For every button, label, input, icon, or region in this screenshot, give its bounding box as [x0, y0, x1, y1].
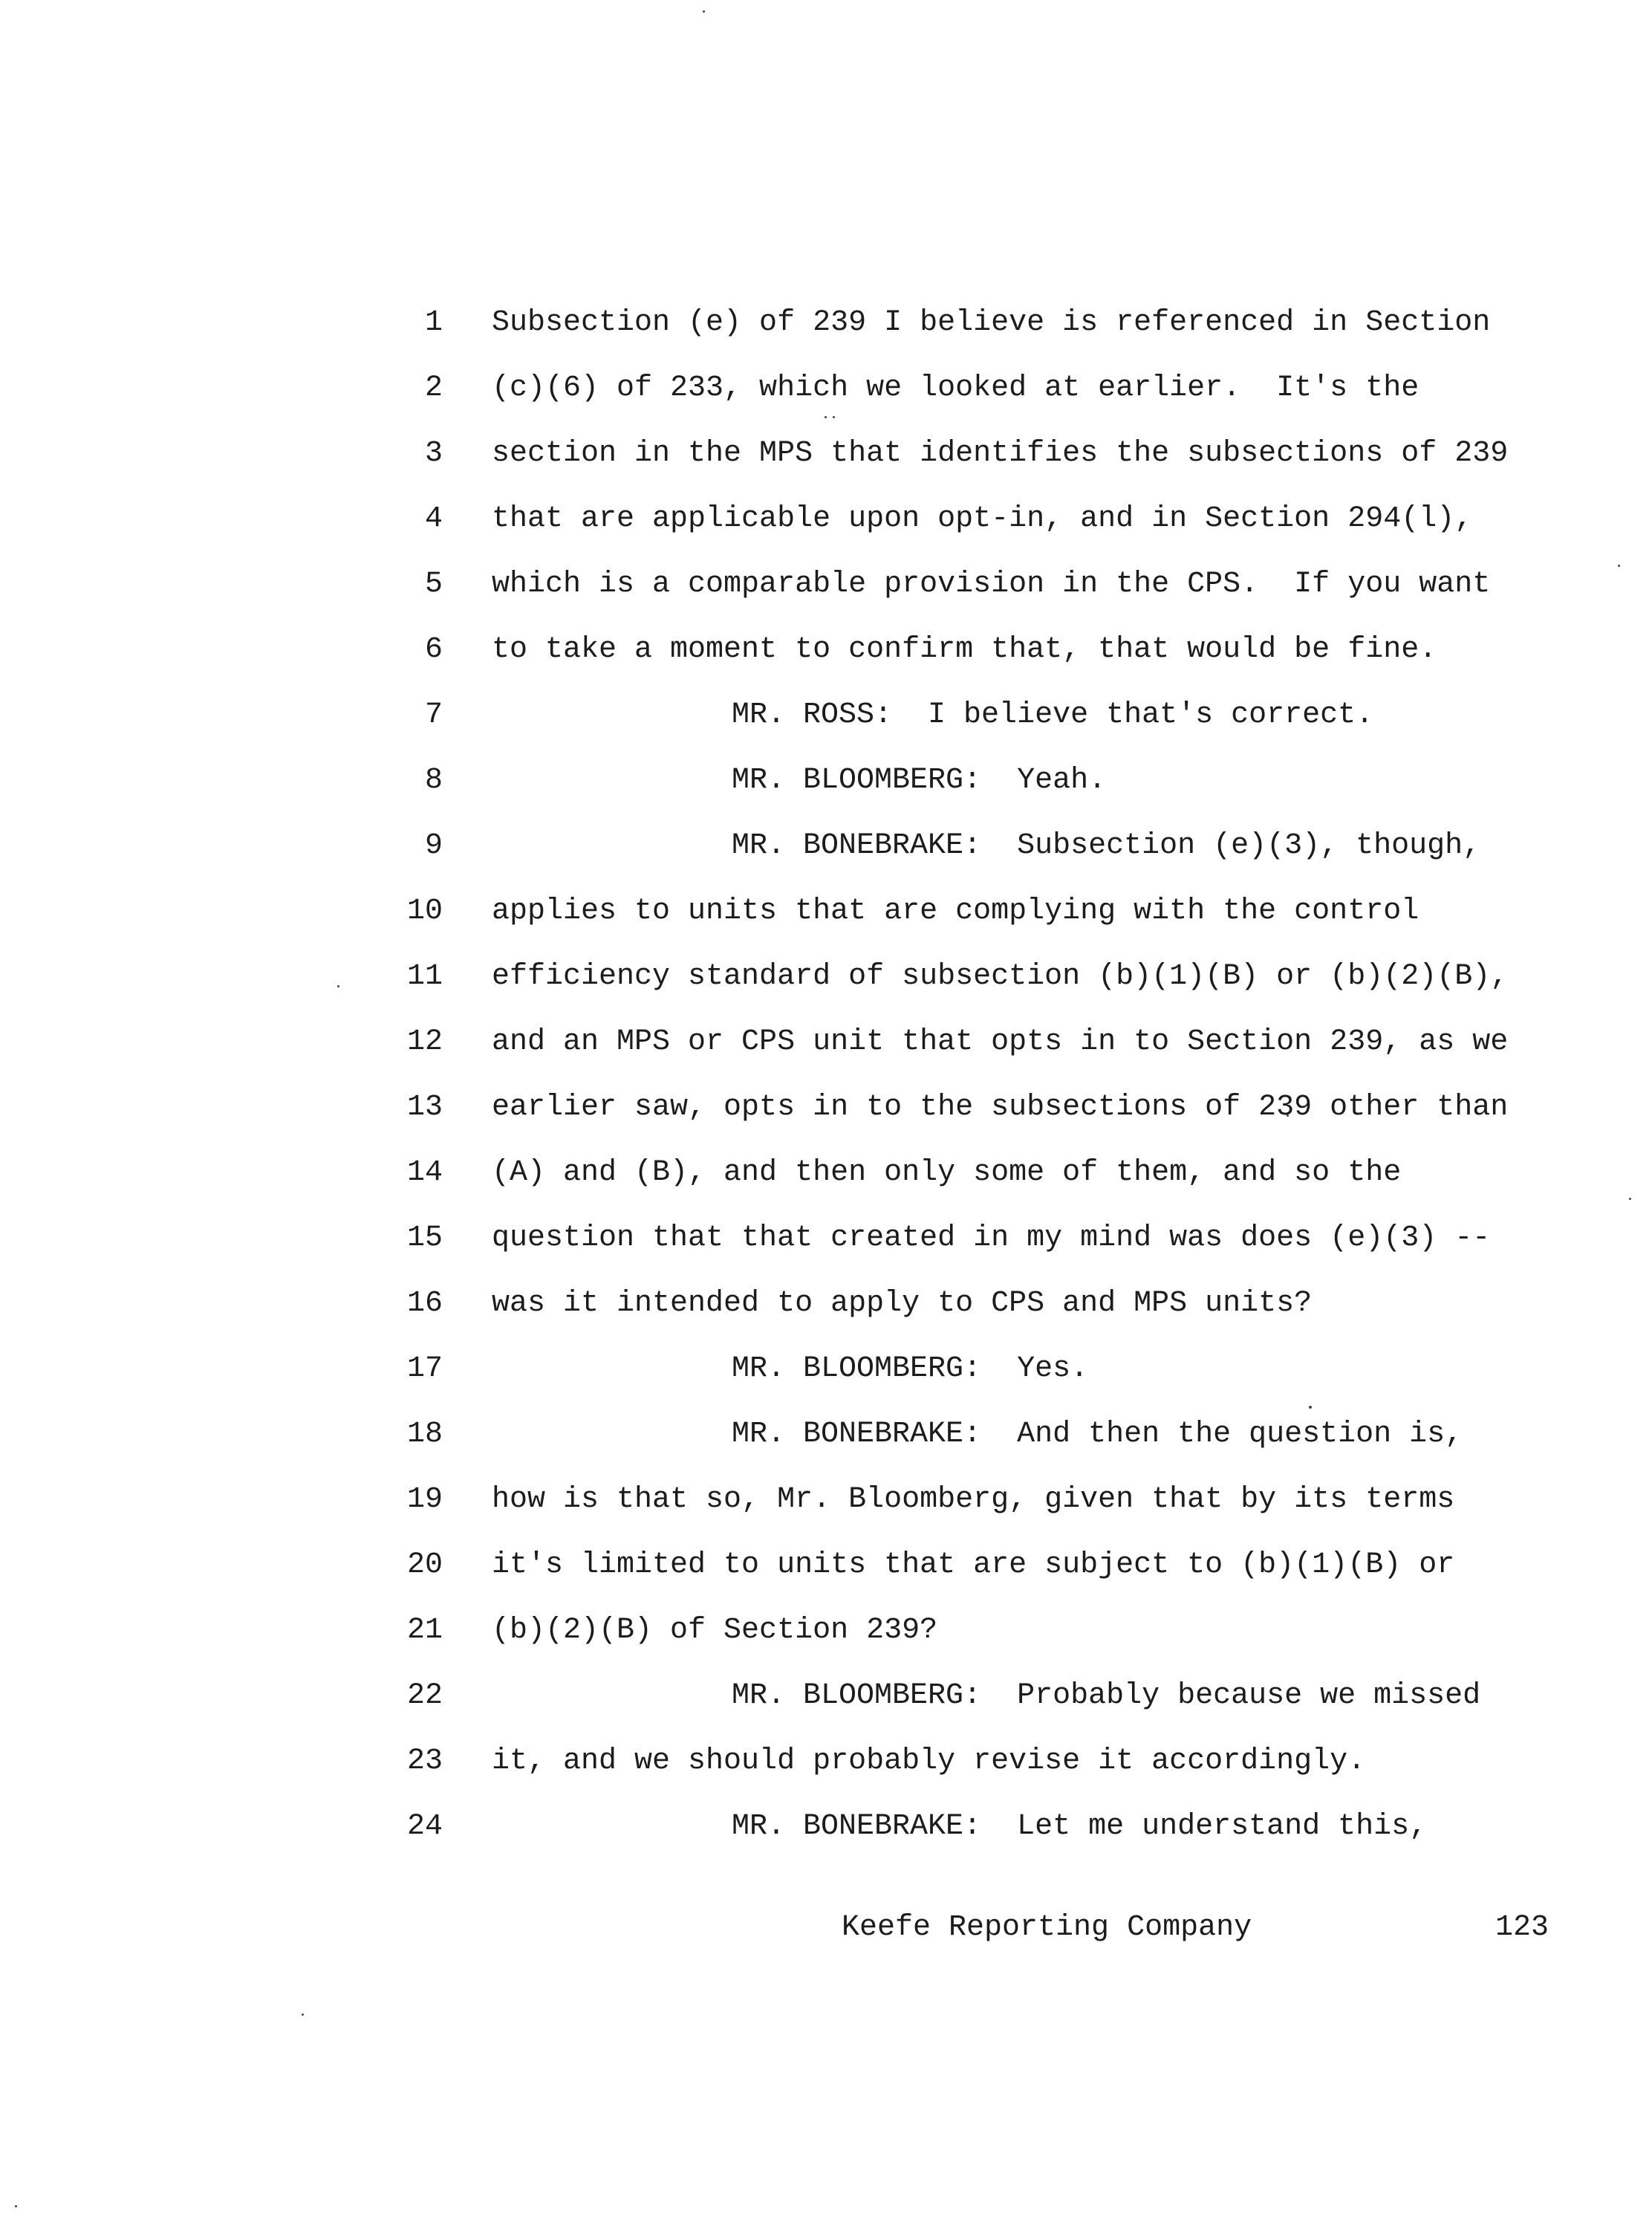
line-text: it's limited to units that are subject to (b)(1)(B) or	[492, 1548, 1455, 1582]
line-number: 6	[424, 633, 443, 666]
line-text: (c)(6) of 233, which we looked at earlier. It's the	[492, 371, 1420, 405]
transcript-line	[0, 504, 1652, 570]
line-number: 4	[424, 502, 443, 536]
line-text: MR. BONEBRAKE: Subsection (e)(3), though,	[732, 829, 1481, 863]
line-text: which is a comparable provision in the CPS. If you want	[492, 568, 1491, 601]
line-number: 7	[424, 698, 443, 732]
line-text: MR. ROSS: I believe that's correct.	[732, 698, 1374, 732]
transcript-line	[0, 371, 1652, 439]
line-text: section in the MPS that identifies the subsections of 239	[492, 437, 1509, 470]
line-number: 2	[424, 371, 443, 405]
line-text: MR. BONEBRAKE: Let me understand this,	[732, 1810, 1428, 1843]
transcript-line	[0, 1747, 1652, 1812]
scan-speck	[703, 10, 705, 13]
page-number: 123	[1495, 1911, 1549, 1944]
transcript-line	[0, 766, 1652, 831]
line-text: Subsection (e) of 239 I believe is referenced in Section	[492, 306, 1491, 340]
footer-company-name: Keefe Reporting Company	[842, 1911, 1252, 1944]
line-number: 23	[406, 1745, 443, 1778]
transcript-line	[0, 1616, 1652, 1681]
line-number: 8	[424, 764, 443, 797]
transcript-line	[0, 831, 1652, 897]
line-number: 11	[406, 960, 443, 993]
transcript-line	[0, 1420, 1652, 1485]
transcript-line	[0, 635, 1652, 701]
line-number: 15	[406, 1221, 443, 1255]
line-text: MR. BONEBRAKE: And then the question is,	[732, 1418, 1463, 1451]
transcript-line	[0, 1354, 1652, 1420]
line-number: 16	[406, 1287, 443, 1320]
line-text: how is that so, Mr. Bloomberg, given that by its terms	[492, 1483, 1455, 1516]
scan-speck	[15, 2205, 17, 2207]
line-text: MR. BLOOMBERG: Probably because we missed	[732, 1679, 1481, 1713]
transcript-line	[0, 1548, 1652, 1616]
line-number: 13	[406, 1091, 443, 1124]
transcript-line	[0, 962, 1652, 1028]
transcript-line	[0, 308, 1652, 374]
line-number: 17	[406, 1352, 443, 1386]
transcript-line	[0, 698, 1652, 766]
line-number: 19	[406, 1483, 443, 1516]
transcript-line	[0, 1093, 1652, 1158]
line-text: was it intended to apply to CPS and MPS units?	[492, 1287, 1313, 1320]
line-number: 24	[406, 1810, 443, 1843]
transcript-line	[0, 1158, 1652, 1224]
line-text: (A) and (B), and then only some of them, and so the	[492, 1156, 1402, 1190]
line-number: 21	[406, 1614, 443, 1647]
transcript-line	[0, 1025, 1652, 1093]
transcript-line	[0, 1485, 1652, 1551]
line-number: 14	[406, 1156, 443, 1190]
transcript-line	[0, 439, 1652, 504]
line-text: efficiency standard of subsection (b)(1)(B) or (b)(2)(B),	[492, 960, 1509, 993]
line-number: 12	[406, 1025, 443, 1059]
line-number: 5	[424, 568, 443, 601]
line-number: 9	[424, 829, 443, 863]
line-text: question that that created in my mind was does (e)(3) --	[492, 1221, 1491, 1255]
line-text: MR. BLOOMBERG: Yeah.	[732, 764, 1107, 797]
line-number: 1	[424, 306, 443, 340]
line-text: to take a moment to confirm that, that would be fine.	[492, 633, 1437, 666]
transcript-line	[0, 1221, 1652, 1289]
line-text: MR. BLOOMBERG: Yes.	[732, 1352, 1089, 1386]
line-text: that are applicable upon opt-in, and in Section 294(l),	[492, 502, 1473, 536]
line-text: earlier saw, opts in to the subsections of 239 other than	[492, 1091, 1509, 1124]
line-text: it, and we should probably revise it accordingly.	[492, 1745, 1366, 1778]
transcript-line	[0, 1681, 1652, 1747]
transcript-line	[0, 897, 1652, 962]
transcript-line	[0, 1289, 1652, 1354]
line-text: (b)(2)(B) of Section 239?	[492, 1614, 938, 1647]
line-number: 20	[406, 1548, 443, 1582]
transcript-line	[0, 570, 1652, 635]
scan-speck	[302, 2013, 304, 2016]
line-number: 10	[406, 895, 443, 928]
line-text: applies to units that are complying with the control	[492, 895, 1420, 928]
line-number: 22	[406, 1679, 443, 1713]
line-text: and an MPS or CPS unit that opts in to Section 239, as we	[492, 1025, 1509, 1059]
transcript-line	[0, 1812, 1652, 1878]
line-number: 3	[424, 437, 443, 470]
line-number: 18	[406, 1418, 443, 1451]
